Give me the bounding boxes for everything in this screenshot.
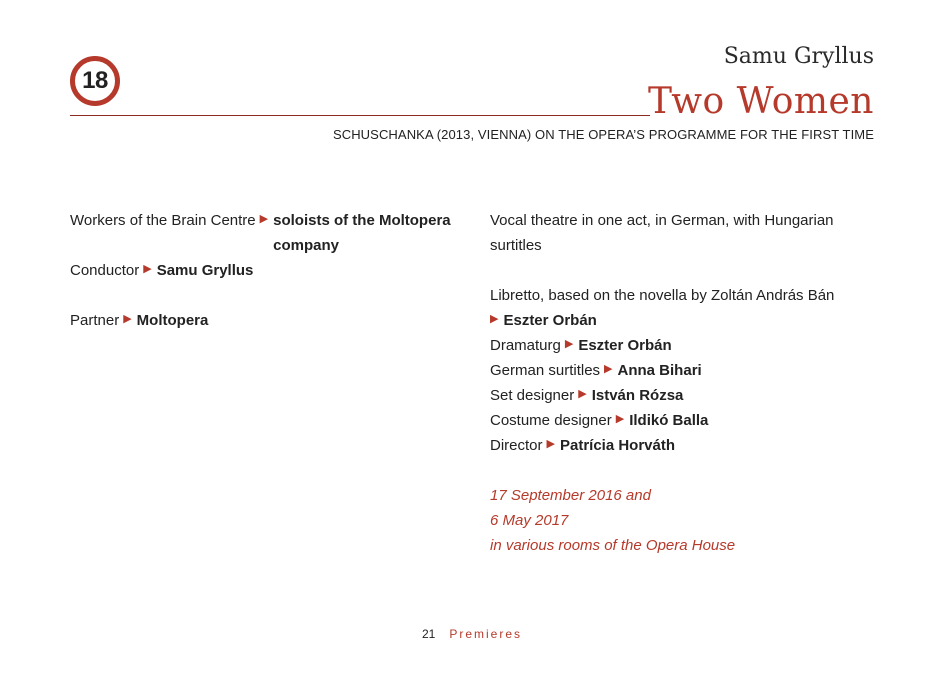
triangle-right-icon: ▶: [604, 363, 613, 375]
credit-value: Samu Gryllus: [156, 262, 254, 279]
badge-number: 18: [82, 67, 108, 94]
number-badge: [70, 56, 120, 106]
page-number: 21: [421, 627, 436, 641]
page-title: Two Women: [647, 81, 874, 122]
credit-value: Eszter Orbán: [578, 337, 672, 354]
credit-label: Workers of the Brain Centre: [70, 212, 256, 229]
credit-director: [490, 433, 880, 458]
credit-label: Dramaturg: [490, 337, 561, 354]
triangle-right-icon: ▶: [490, 313, 499, 325]
credits-left-column: [70, 208, 460, 333]
credit-value: Moltopera: [136, 312, 209, 329]
credit-value: Ildikó Balla: [629, 412, 709, 429]
credit-workers: [70, 208, 460, 258]
credit-value: soloists of the Moltopera company: [273, 212, 451, 254]
credit-value: Patrícia Horváth: [559, 437, 676, 454]
credit-label: Costume designer: [490, 412, 612, 429]
credit-set-designer: [490, 383, 880, 408]
triangle-right-icon: ▶: [578, 388, 587, 400]
credit-costume-designer: [490, 408, 880, 433]
performance-venue: in various rooms of the Opera House: [490, 537, 736, 554]
credit-libretto-label: Libretto, based on the novella by Zoltán András Bán: [490, 287, 835, 304]
triangle-right-icon: ▶: [143, 263, 152, 275]
triangle-right-icon: ▶: [615, 413, 625, 425]
section-name: Premieres: [449, 627, 523, 641]
production-description: Vocal theatre in one act, in German, with Hungarian surtitles: [490, 212, 834, 254]
triangle-right-icon: ▶: [546, 438, 555, 450]
title-rule: [70, 115, 650, 116]
credit-libretto: [490, 308, 880, 333]
triangle-right-icon: ▶: [259, 213, 269, 225]
page-footer: [0, 627, 944, 641]
credit-label: Partner: [70, 312, 120, 329]
credit-label: Conductor: [70, 262, 140, 279]
credit-value: Eszter Orbán: [503, 312, 597, 329]
credit-label: German surtitles: [490, 362, 601, 379]
credit-value: István Rózsa: [591, 387, 684, 404]
performance-date-1: 17 September 2016 and: [490, 487, 651, 504]
credit-label: Director: [490, 437, 543, 454]
performance-date-2: 6 May 2017: [490, 512, 569, 529]
credit-surtitles: [490, 358, 880, 383]
triangle-right-icon: ▶: [123, 313, 132, 325]
credit-dramaturg: [490, 333, 880, 358]
subtitle: SCHUSCHANKA (2013, VIENNA) ON THE OPERA’S PROGRAMME FOR THE FIRST TIME: [332, 127, 874, 142]
triangle-right-icon: ▶: [564, 338, 574, 350]
composer-name: Samu Gryllus: [723, 44, 874, 69]
credits-right-column: [490, 208, 880, 558]
credit-conductor: [70, 258, 460, 283]
credit-value: Anna Bihari: [617, 362, 702, 379]
credit-label: Set designer: [490, 387, 575, 404]
credit-partner: [70, 308, 460, 333]
